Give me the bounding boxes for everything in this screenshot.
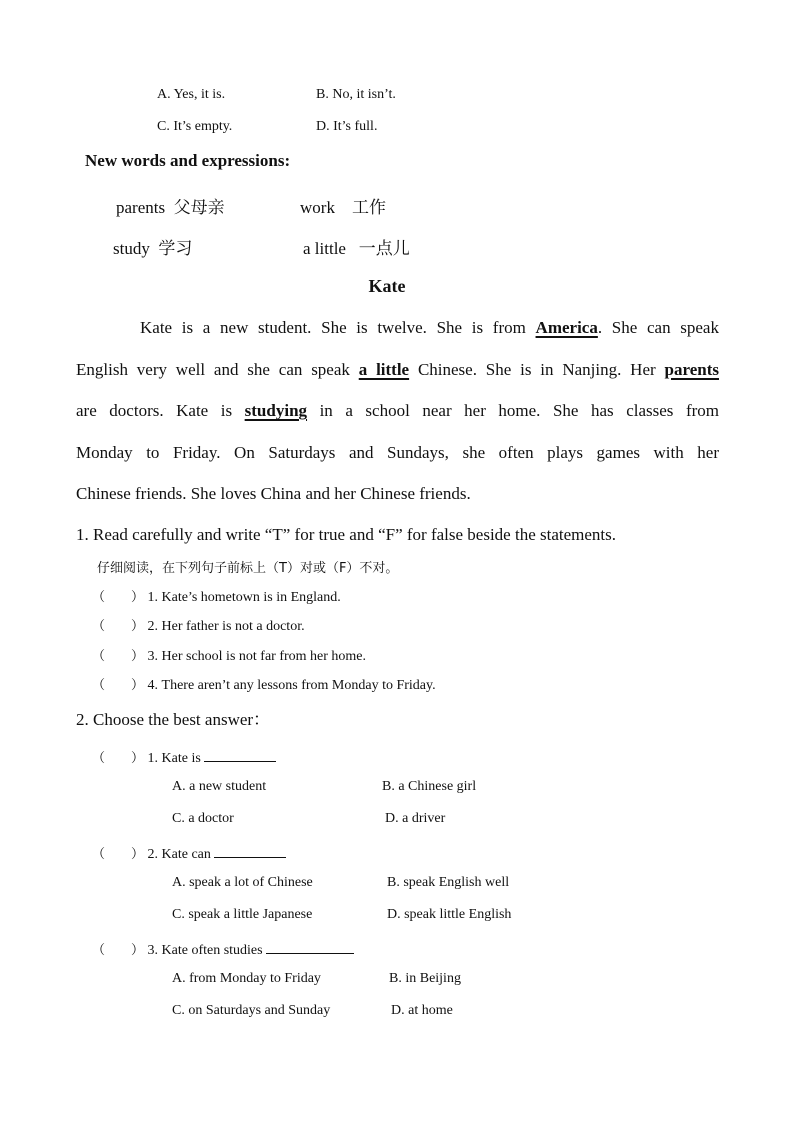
answer-paren: （ ）	[92, 751, 145, 766]
vocab-en: parents	[116, 198, 166, 217]
answer-paren: （ ）	[92, 943, 145, 958]
statement-row	[92, 586, 341, 606]
section2-heading: 2. Choose the best answer：	[76, 710, 271, 729]
option-d: D. It’s full.	[316, 119, 378, 134]
vocab-cn: 学习	[158, 239, 193, 259]
statement-text: 4. There aren’t any lessons from Monday to Friday.	[147, 678, 436, 693]
answer-paren: （ ）	[92, 619, 145, 634]
answer-paren: （ ）	[92, 649, 145, 664]
vocab-item	[116, 193, 225, 218]
vocab-heading: New words and expressions:	[85, 151, 291, 170]
vocab-item	[113, 234, 192, 259]
keyword: America	[535, 318, 598, 337]
vocab-en: study	[113, 239, 150, 258]
choice-b: B. a Chinese girl	[382, 779, 477, 794]
answer-blank	[214, 845, 286, 858]
statement-text: 3. Her school is not far from her home.	[147, 649, 367, 664]
choice-b: B. in Beijing	[389, 971, 461, 986]
choice-d: D. speak little English	[387, 907, 512, 922]
question-stem: 1. Kate is	[147, 751, 201, 766]
statement-text: 2. Her father is not a doctor.	[147, 619, 305, 634]
passage-line: Monday to Friday. On Saturdays and Sundays, she often plays games with her	[76, 442, 719, 462]
choice-c: C. a doctor	[172, 811, 234, 826]
vocab-item	[303, 234, 410, 259]
choice-a: A. speak a lot of Chinese	[172, 875, 313, 890]
passage-line: are doctors. Kate is studying in a school near her home. She has classes from	[76, 401, 719, 421]
statement-row	[92, 615, 305, 635]
answer-paren: （ ）	[92, 678, 145, 693]
statement-row	[92, 645, 366, 665]
passage-line: Kate is a new student. She is twelve. She is from America. She can speak	[140, 318, 719, 337]
passage-line: English very well and she can speak a little Chinese. She is in Nanjing. Her parents	[76, 359, 719, 379]
passage-title: Kate	[368, 276, 406, 296]
vocab-cn: 父母亲	[173, 198, 225, 218]
section1-note: 仔细阅读，在下列句子前标上（T）对或（F）不对。	[97, 561, 399, 576]
section1-heading: 1. Read carefully and write “T” for true and “F” for false beside the statements.	[76, 525, 616, 544]
question-stem: 3. Kate often studies	[147, 943, 263, 958]
choice-a: A. from Monday to Friday	[172, 971, 321, 986]
passage-line: Chinese friends. She loves China and her Chinese friends.	[76, 484, 471, 504]
keyword: a little	[358, 359, 410, 379]
keyword: parents	[664, 359, 719, 379]
vocab-en: work	[300, 198, 335, 217]
statement-text: 1. Kate’s hometown is in England.	[147, 590, 341, 605]
choice-d: D. at home	[391, 1003, 453, 1018]
question-row	[92, 747, 276, 767]
answer-paren: （ ）	[92, 590, 145, 605]
choice-b: B. speak English well	[387, 875, 510, 890]
answer-blank	[204, 749, 276, 762]
passage-body	[76, 307, 719, 515]
question-row	[92, 939, 354, 959]
answer-paren: （ ）	[92, 847, 145, 862]
choice-a: A. a new student	[172, 779, 267, 794]
answer-blank	[266, 941, 354, 954]
question-row	[92, 843, 286, 863]
choice-d: D. a driver	[385, 811, 446, 826]
option-a: A. Yes, it is.	[157, 87, 226, 102]
choice-c: C. speak a little Japanese	[172, 907, 313, 922]
option-b: B. No, it isn’t.	[316, 87, 396, 102]
question-stem: 2. Kate can	[147, 847, 211, 862]
choice-c: C. on Saturdays and Sunday	[172, 1003, 331, 1018]
vocab-cn: 工作	[351, 198, 386, 218]
option-c: C. It’s empty.	[157, 119, 233, 134]
statement-row	[92, 674, 436, 694]
vocab-en: a little	[303, 239, 346, 258]
keyword: studying	[244, 401, 308, 421]
vocab-item	[300, 193, 386, 218]
vocab-cn: 一点儿	[358, 239, 410, 259]
